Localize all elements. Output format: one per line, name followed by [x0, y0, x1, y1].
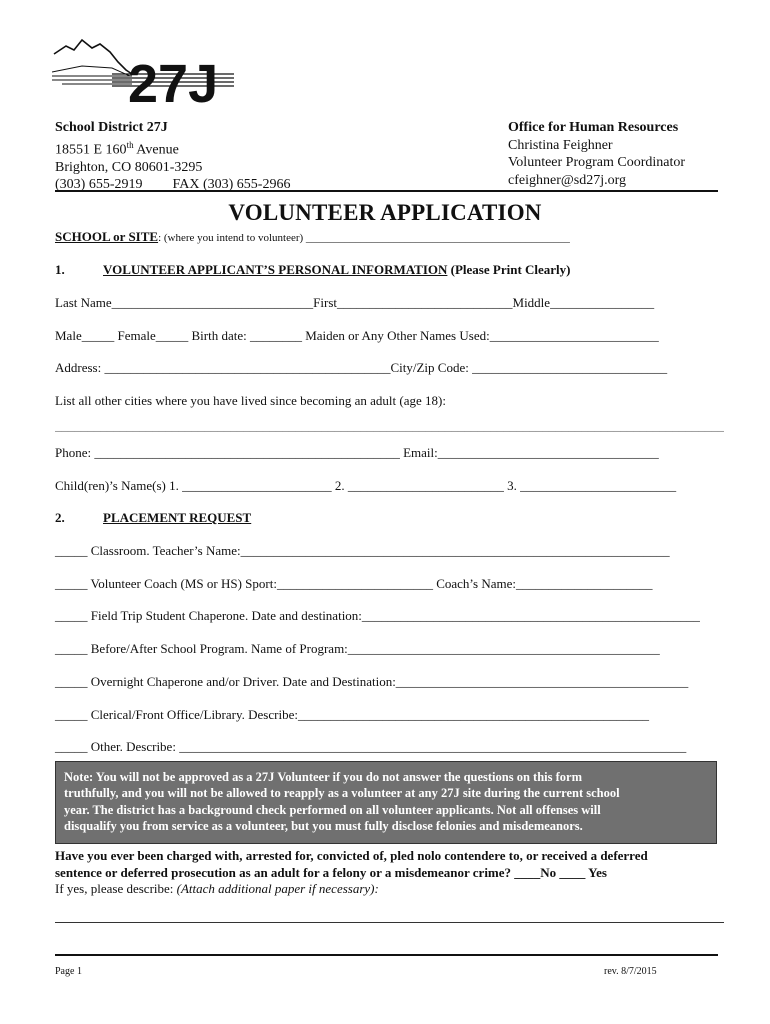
placement-overnight-chaperone[interactable]: _____ Overnight Chaperone and/or Driver. Date and Destination:_____________________________________________ [55, 674, 689, 689]
footer-divider [55, 954, 718, 956]
note-line: Note: You will not be approved as a 27J Volunteer if you do not answer the questions on this form [64, 770, 582, 784]
section-1-heading: 1. VOLUNTEER APPLICANT’S PERSONAL INFORMATION (Please Print Clearly) [55, 262, 571, 277]
other-cities-blank[interactable]: _______________________________________________________________________________________________________ [55, 418, 724, 433]
children-names-line[interactable]: Child(ren)’s Name(s) 1. _______________________ 2. ________________________ 3. ________________________ [55, 478, 677, 493]
district-logo [52, 36, 238, 106]
hr-contact-role: Volunteer Program Coordinator [508, 155, 686, 170]
section-2-heading: 2. PLACEMENT REQUEST [55, 510, 252, 525]
district-street: 18551 E 160th Avenue [55, 139, 179, 158]
phone-email-line[interactable]: Phone: _______________________________________________ Email:__________________________________ [55, 445, 659, 460]
placement-classroom[interactable]: _____ Classroom. Teacher’s Name:__________________________________________________________________ [55, 543, 670, 558]
disclosure-note-box [55, 761, 717, 844]
revision-date: rev. 8/7/2015 [604, 966, 657, 977]
hr-office-name: Office for Human Resources [508, 120, 679, 135]
school-site-label: SCHOOL or SITE [55, 229, 159, 244]
district-address-block [55, 119, 290, 194]
question-line-3: If yes, please describe: (Attach additional paper if necessary): [55, 881, 379, 896]
note-line: truthfully, and you will not be allowed to reapply as a volunteer at any 27J site during the current school [64, 786, 620, 801]
hr-contact-name: Christina Feighner [508, 137, 613, 153]
name-field-line[interactable]: Last Name_______________________________First___________________________Middle________________ [55, 295, 655, 310]
placement-field-trip[interactable]: _____ Field Trip Student Chaperone. Date and destination:____________________________________________________ [55, 608, 700, 623]
logo-text: 27J [128, 54, 219, 106]
criminal-history-question [55, 848, 648, 898]
gender-birthdate-line[interactable]: Male_____ Female_____ Birth date: ________ Maiden or Any Other Names Used:__________________________ [55, 328, 659, 343]
note-line: disqualify you from service as a volunteer, but you must fully disclose felonies and misdemeanors. [64, 819, 583, 834]
placement-before-after-school[interactable]: _____ Before/After School Program. Name of Program:________________________________________________ [55, 641, 660, 656]
school-site-field[interactable] [55, 229, 570, 245]
page-title: VOLUNTEER APPLICATION [228, 200, 542, 225]
district-city: Brighton, CO 80601-3295 [55, 159, 203, 175]
hr-contact-email: cfeighner@sd27j.org [508, 172, 626, 188]
question-line-2[interactable]: sentence or deferred prosecution as an adult for a felony or a misdemeanor crime? ____No ____ Yes [55, 864, 607, 880]
district-phone-fax: (303) 655-2919 FAX (303) 655-2966 [55, 177, 291, 193]
header-divider [55, 190, 718, 192]
mountain-logo-icon [52, 36, 238, 106]
address-line[interactable]: Address: ____________________________________________City/Zip Code: ______________________________ [55, 360, 668, 375]
school-site-hint: : (where you intend to volunteer) ________________________________________________ [158, 232, 570, 244]
page-number: Page 1 [55, 966, 82, 977]
district-name: School District 27J [55, 120, 168, 135]
other-cities-label: List all other cities where you have lived since becoming an adult (age 18): [55, 393, 446, 408]
question-line-1: Have you ever been charged with, arrested for, convicted of, pled nolo contendere to, or received a deferred [55, 848, 648, 863]
placement-clerical[interactable]: _____ Clerical/Front Office/Library. Describe:______________________________________________________ [55, 707, 649, 722]
hr-contact-block [508, 119, 685, 189]
placement-other[interactable]: _____ Other. Describe: ______________________________________________________________________________ [55, 739, 687, 754]
describe-answer-line[interactable] [55, 922, 724, 923]
note-line: year. The district has a background check performed on all volunteer applicants. Not all offenses will [64, 802, 601, 817]
placement-coach[interactable]: _____ Volunteer Coach (MS or HS) Sport:________________________ Coach’s Name:_____________________ [55, 576, 653, 591]
